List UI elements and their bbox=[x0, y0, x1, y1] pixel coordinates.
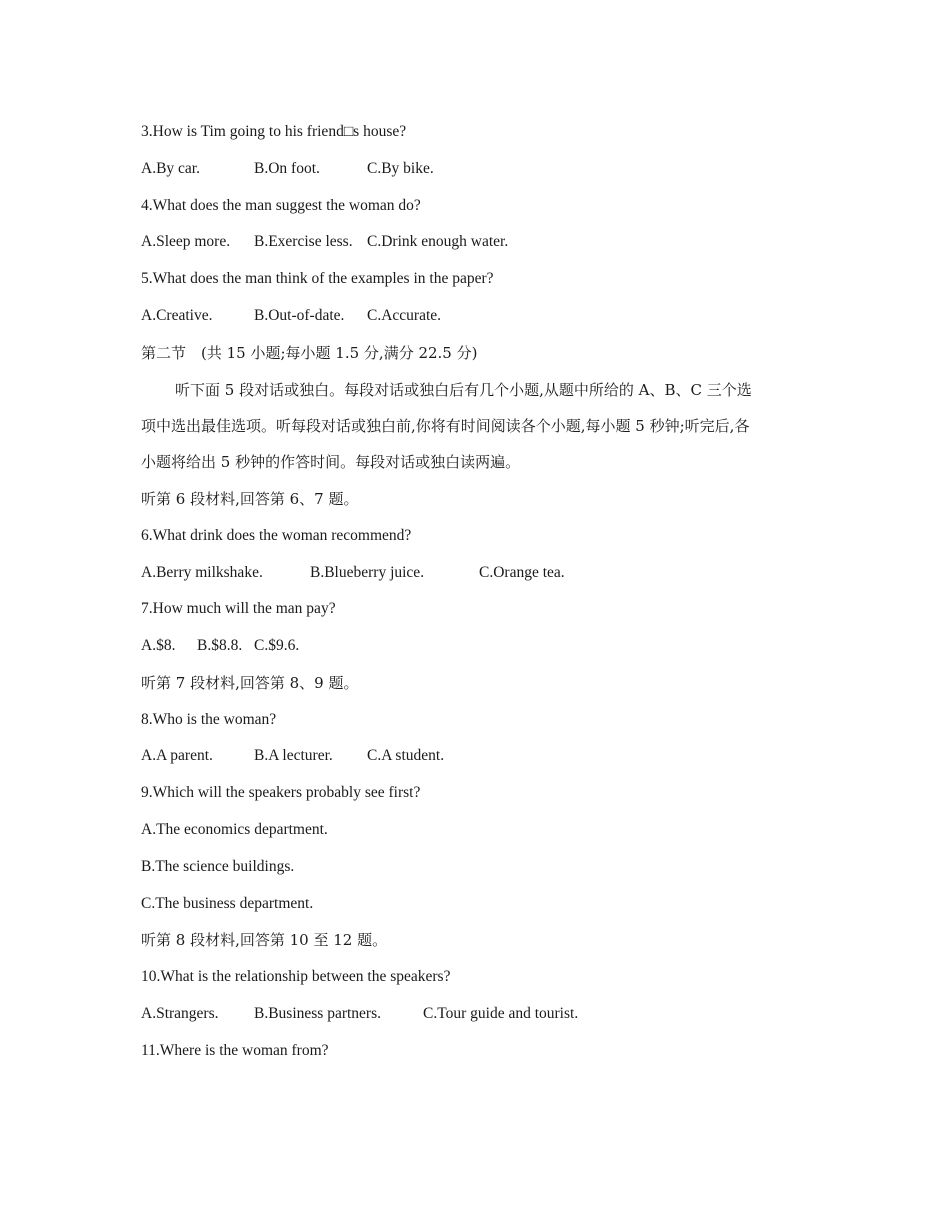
material-7-heading: 听第 7 段材料,回答第 8、9 题。 bbox=[141, 674, 359, 692]
question-10: 10.What is the relationship between the speakers? bbox=[141, 968, 451, 985]
option-a: A.Creative. bbox=[141, 307, 213, 324]
option-b: B.On foot. bbox=[254, 160, 320, 177]
question-11: 11.Where is the woman from? bbox=[141, 1042, 329, 1059]
option-c: C.Orange tea. bbox=[479, 564, 565, 581]
material-8-heading: 听第 8 段材料,回答第 10 至 12 题。 bbox=[141, 931, 388, 949]
option-b: B.Business partners. bbox=[254, 1005, 382, 1022]
instructions-line-1: 听下面 5 段对话或独白。每段对话或独白后有几个小题,从题中所给的 A、B、C 三个选 bbox=[175, 381, 752, 399]
option-a: A.The economics department. bbox=[141, 821, 328, 838]
option-b: B.Blueberry juice. bbox=[310, 564, 425, 581]
question-5: 5.What does the man think of the examples in the paper? bbox=[141, 270, 494, 287]
material-6-heading: 听第 6 段材料,回答第 6、7 题。 bbox=[141, 490, 359, 508]
option-a: A.Sleep more. bbox=[141, 233, 231, 250]
option-c: C.Drink enough water. bbox=[367, 233, 509, 250]
option-b: B.Exercise less. bbox=[254, 233, 353, 250]
option-c: C.By bike. bbox=[367, 160, 434, 177]
option-a: A.$8. bbox=[141, 637, 176, 654]
option-a: A.By car. bbox=[141, 160, 200, 177]
option-c: C.A student. bbox=[367, 747, 445, 764]
option-b: B.$8.8. bbox=[197, 637, 243, 654]
option-b: B.Out-of-date. bbox=[254, 307, 345, 324]
question-3: 3.How is Tim going to his friend□s house? bbox=[141, 123, 407, 140]
section-heading: 第二节 (共 15 小题;每小题 1.5 分,满分 22.5 分) bbox=[141, 344, 478, 362]
question-4: 4.What does the man suggest the woman do? bbox=[141, 197, 421, 214]
question-8: 8.Who is the woman? bbox=[141, 711, 277, 728]
option-b: B.The science buildings. bbox=[141, 858, 295, 875]
instructions-line-2: 项中选出最佳选项。听每段对话或独白前,你将有时间阅读各个小题,每小题 5 秒钟;听完后,各 bbox=[141, 417, 750, 435]
question-7: 7.How much will the man pay? bbox=[141, 600, 336, 617]
option-a: A.Berry milkshake. bbox=[141, 564, 263, 581]
option-b: B.A lecturer. bbox=[254, 747, 333, 764]
option-c: C.Tour guide and tourist. bbox=[423, 1005, 579, 1022]
option-a: A.Strangers. bbox=[141, 1005, 219, 1022]
option-c: C.The business department. bbox=[141, 895, 314, 912]
question-9: 9.Which will the speakers probably see first? bbox=[141, 784, 421, 801]
option-a: A.A parent. bbox=[141, 747, 213, 764]
option-c: C.Accurate. bbox=[367, 307, 442, 324]
instructions-line-3: 小题将给出 5 秒钟的作答时间。每段对话或独白读两遍。 bbox=[141, 453, 521, 471]
option-c: C.$9.6. bbox=[254, 637, 300, 654]
question-6: 6.What drink does the woman recommend? bbox=[141, 527, 412, 544]
